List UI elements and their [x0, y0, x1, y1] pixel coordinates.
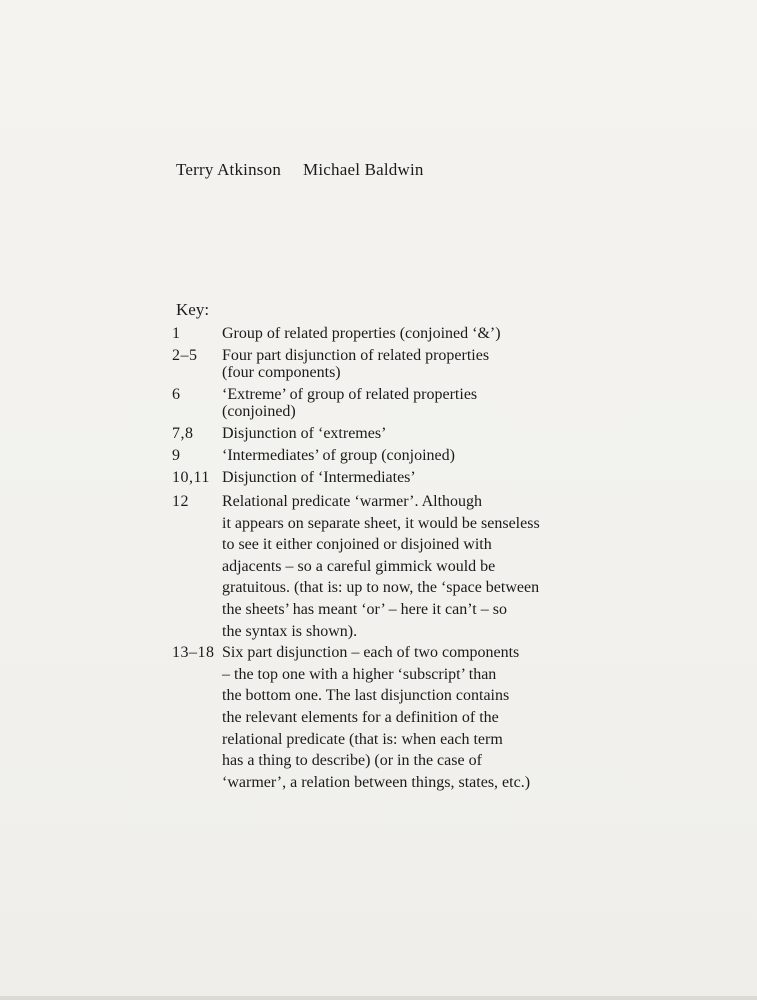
entry-number: 6	[172, 386, 181, 403]
entry-text	[222, 447, 612, 464]
entry-text	[222, 386, 612, 420]
author-name: Terry Atkinson	[176, 160, 282, 179]
entry-line: adjacents – so a careful gimmick would be	[222, 557, 496, 575]
key-entry	[172, 325, 612, 342]
entry-line: the bottom one. The last disjunction contains	[222, 687, 510, 705]
entry-number: 1	[172, 325, 181, 342]
entry-line: to see it either conjoined or disjoined with	[222, 536, 492, 554]
entry-line: Disjunction of ‘extremes’	[222, 425, 387, 442]
entry-line: the sheets’ has meant ‘or’ – here it can’t – so	[222, 600, 507, 618]
entry-line: ‘Extreme’ of group of related properties	[222, 386, 478, 403]
key-entry	[172, 642, 612, 793]
entry-number: 2–5	[172, 347, 198, 364]
key-entry	[172, 347, 612, 381]
entry-text	[222, 642, 612, 793]
entry-text	[222, 425, 612, 442]
entry-text	[222, 325, 612, 342]
entry-line: (four components)	[222, 364, 341, 381]
entry-text	[222, 491, 612, 642]
key-entry	[172, 386, 612, 420]
entry-number: 9	[172, 447, 181, 464]
entry-number: 13–18	[172, 644, 215, 662]
key-list	[172, 325, 612, 793]
key-entry	[172, 491, 612, 642]
entry-line: Group of related properties (conjoined ‘&’)	[222, 325, 501, 342]
entry-line: the syntax is shown).	[222, 622, 358, 640]
key-entry	[172, 447, 612, 464]
entry-line: ‘warmer’, a relation between things, states, etc.)	[222, 773, 531, 791]
entry-line: Six part disjunction – each of two components	[222, 644, 520, 662]
entry-line: it appears on separate sheet, it would be senseless	[222, 514, 540, 532]
entry-line: the relevant elements for a definition of the	[222, 708, 499, 726]
key-heading: Key:	[176, 300, 210, 319]
entry-number: 12	[172, 493, 189, 510]
entry-line: Disjunction of ‘Intermediates’	[222, 469, 416, 486]
entry-line: Relational predicate ‘warmer’. Although	[222, 493, 483, 510]
entry-line: relational predicate (that is: when each term	[222, 730, 503, 748]
page-bottom-edge	[0, 996, 757, 1000]
entry-line: (conjoined)	[222, 403, 296, 420]
entry-line: has a thing to describe) (or in the case of	[222, 752, 482, 770]
key-entry	[172, 425, 612, 442]
entry-line: ‘Intermediates’ of group (conjoined)	[222, 447, 455, 464]
entry-number: 7,8	[172, 425, 194, 442]
key-entry	[172, 469, 612, 486]
entry-text	[222, 469, 612, 486]
entry-line: Four part disjunction of related properties	[222, 347, 490, 364]
entry-line: gratuitous. (that is: up to now, the ‘space between	[222, 579, 540, 597]
entry-text	[222, 347, 612, 381]
author-line	[176, 160, 424, 180]
entry-line: – the top one with a higher ‘subscript’ than	[222, 665, 497, 683]
author-name: Michael Baldwin	[303, 160, 424, 179]
entry-number: 10,11	[172, 469, 210, 486]
